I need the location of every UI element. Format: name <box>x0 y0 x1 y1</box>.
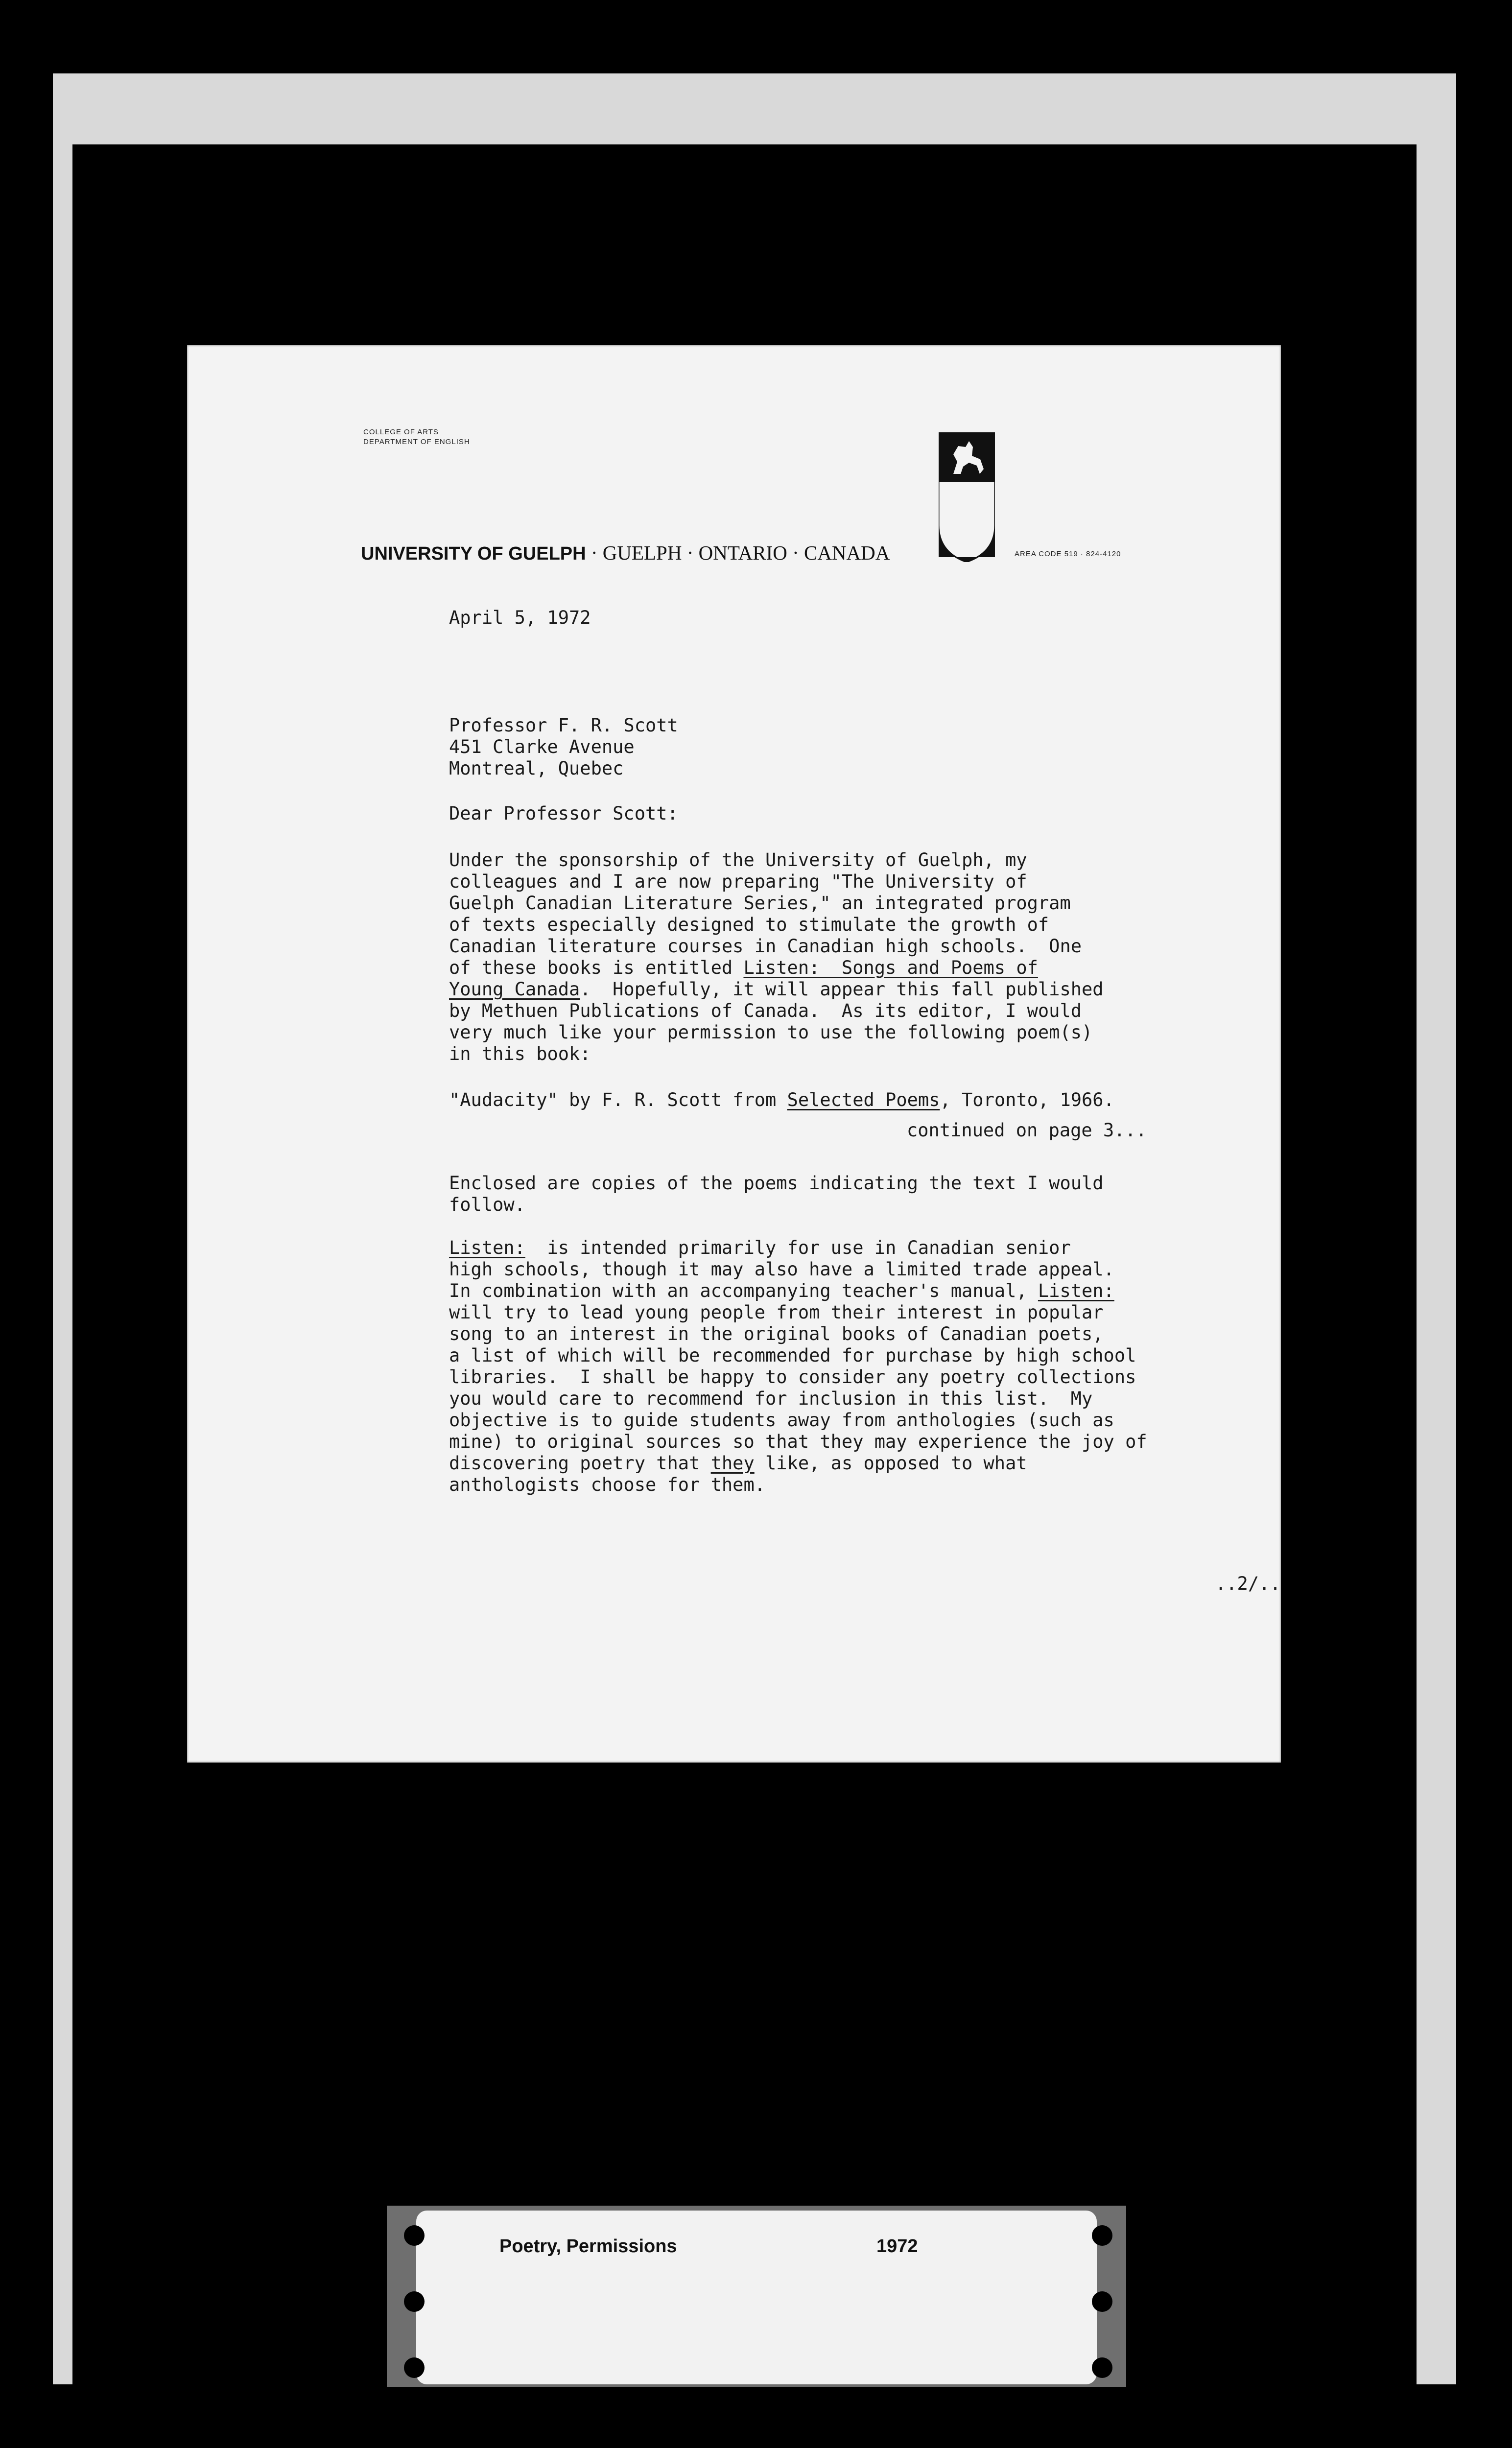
para1-line: Canadian literature courses in Canadian high schools. One <box>449 936 1082 957</box>
para3-line: you would care to recommend for inclusion in this list. My <box>449 1388 1093 1409</box>
film-label-year: 1972 <box>876 2236 918 2257</box>
poem-entry: "Audacity" by F. R. Scott from Selected Poems, Toronto, 1966. <box>449 1089 1114 1110</box>
sprocket-hole <box>404 2291 425 2312</box>
letterhead-university: UNIVERSITY OF GUELPH · GUELPH · ONTARIO · CANADA <box>361 541 890 564</box>
continued-note: continued on page 3... <box>907 1120 1147 1141</box>
book-title-listen: Listen: <box>1038 1280 1114 1301</box>
para1-line: of texts especially designed to stimulate the growth of <box>449 914 1049 935</box>
letter-body <box>449 345 1281 1594</box>
para2-line: follow. <box>449 1194 525 1215</box>
para3-line: anthologists choose for them. <box>449 1474 766 1495</box>
para1-line: Guelph Canadian Literature Series," an integrated program <box>449 893 1071 914</box>
sprocket-hole <box>1092 2225 1112 2246</box>
recipient-name: Professor F. R. Scott <box>449 715 678 736</box>
para1-line: colleagues and I are now preparing "The University of <box>449 871 1027 892</box>
para1-line: Under the sponsorship of the University of Guelph, my <box>449 849 1027 871</box>
para1-line: very much like your permission to use the following poem(s) <box>449 1022 1093 1043</box>
para3-line: a list of which will be recommended for purchase by high school <box>449 1345 1136 1366</box>
para3-line: song to an interest in the original books of Canadian poets, <box>449 1323 1104 1344</box>
letter-page <box>187 345 1281 1763</box>
book-title-listen: Listen: Songs and Poems of <box>743 957 1038 978</box>
recipient-city: Montreal, Quebec <box>449 758 624 779</box>
salutation: Dear Professor Scott: <box>449 803 678 824</box>
para3-line: libraries. I shall be happy to consider any poetry collections <box>449 1366 1136 1388</box>
poem-book-title: Selected Poems <box>787 1089 940 1110</box>
para1-line: Young Canada. Hopefully, it will appear this fall published <box>449 979 1104 1000</box>
para2-line: Enclosed are copies of the poems indicating the text I would <box>449 1173 1104 1194</box>
sprocket-hole <box>404 2357 425 2378</box>
book-title-listen: Listen: <box>449 1237 525 1258</box>
para3-line: Listen: is intended primarily for use in Canadian senior <box>449 1237 1071 1258</box>
page-marker: ..2/.. <box>1215 1573 1281 1594</box>
letterhead-department: COLLEGE OF ARTS DEPARTMENT OF ENGLISH <box>363 428 470 446</box>
sprocket-hole <box>1092 2291 1112 2312</box>
para3-line: objective is to guide students away from anthologies (such as <box>449 1410 1114 1431</box>
sprocket-hole <box>1092 2357 1112 2378</box>
para3-line: In combination with an accompanying teacher's manual, Listen: <box>449 1280 1114 1301</box>
letterhead-area-code: AREA CODE 519 · 824-4120 <box>1015 550 1121 558</box>
letter-date: April 5, 1972 <box>449 607 591 628</box>
para3-line: high schools, though it may also have a limited trade appeal. <box>449 1259 1114 1280</box>
book-title-young-canada: Young Canada <box>449 979 580 1000</box>
para1-line: by Methuen Publications of Canada. As its editor, I would <box>449 1000 1082 1021</box>
para1-line: in this book: <box>449 1043 591 1064</box>
sprocket-hole <box>404 2225 425 2246</box>
film-label-subject: Poetry, Permissions <box>499 2236 677 2257</box>
emphasis-they: they <box>710 1453 755 1474</box>
para3-line: discovering poetry that they like, as opposed to what <box>449 1453 1027 1474</box>
recipient-street: 451 Clarke Avenue <box>449 736 635 757</box>
para3-line: will try to lead young people from their interest in popular <box>449 1302 1104 1323</box>
para1-line: of these books is entitled Listen: Songs and Poems of <box>449 957 1038 978</box>
para3-line: mine) to original sources so that they may experience the joy of <box>449 1431 1147 1452</box>
